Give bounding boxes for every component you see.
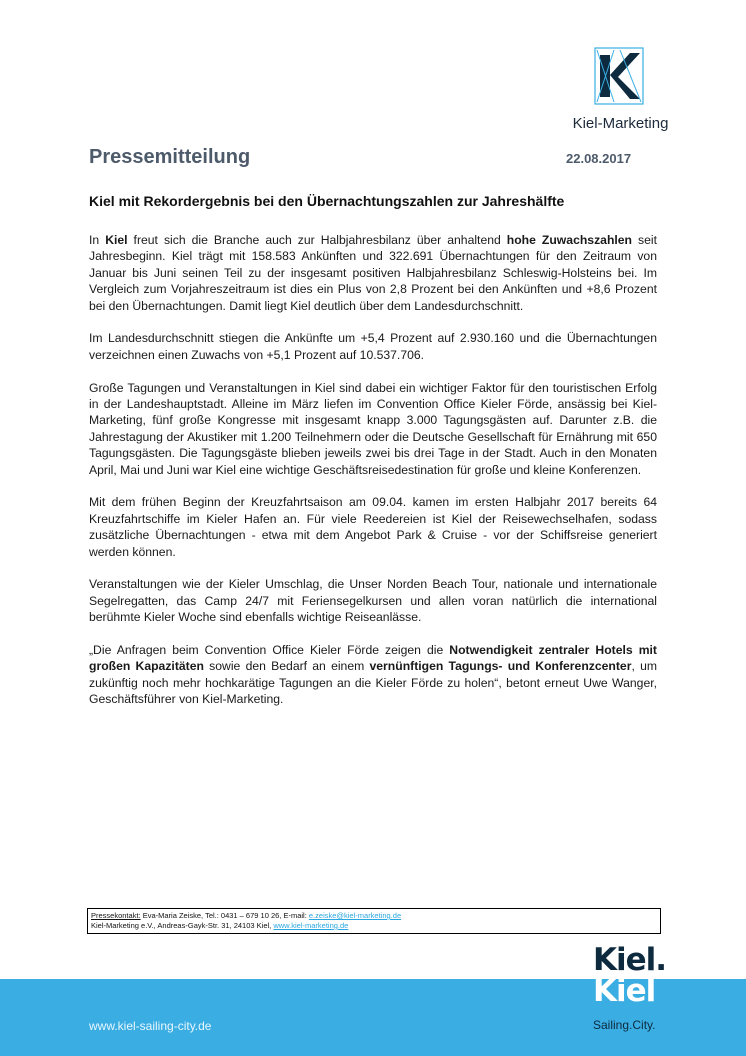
kiel-logo-word: Kiel. — [593, 942, 667, 978]
paragraph-2: Im Landesdurchschnitt stiegen die Ankünfte um +5,4 Prozent auf 2.930.160 und die Übernachtungen verzeichnen einen Zuwachs von +5,1 Prozent auf 10.537.706. — [89, 331, 657, 362]
kiel-sailing-city-logo — [593, 942, 675, 1009]
paragraph-6: „Die Anfragen beim Convention Office Kieler Förde zeigen die Notwendigkeit zentraler Hotels mit großen Kapazitäten sowie den Bedarf an einem vernünftigen Tagungs- und Konferenzcenter, um zukünftig noch mehr hochkarätige Tagungen an die Kieler Förde zu holen“, betont erneut Uwe Wanger, Geschäftsführer von Kiel-Marketing. — [89, 643, 658, 707]
logo-caption: Kiel-Marketing — [572, 115, 669, 132]
article-headline: Kiel mit Rekordergebnis bei den Übernachtungszahlen zur Jahreshälfte — [89, 193, 565, 209]
page-title: Pressemitteilung — [89, 146, 251, 168]
paragraph-3: Große Tagungen und Veranstaltungen in Kiel sind dabei ein wichtiger Faktor für den touristischen Erfolg in der Landeshauptstadt. Alleine im März liefen im Convention Office Kieler Förde, ansässig bei Kiel-Marketing, fünf große Kongresse mit insgesamt knapp 3.000 Tagungsgästen auf. Darunter z.B. die Jahrestagung der Akustiker mit 1.200 Teilnehmern oder die Deutsche Gesellschaft für Ernährung mit 650 Tagungsgästen. Die Tagungsgäste blieben jeweils zwei bis drei Tage in der Stadt. Auch in den Monaten April, Mai und Juni war Kiel eine wichtige Geschäftsreisedestination für große und kleine Konferenzen. — [89, 380, 657, 477]
press-contact-box — [87, 908, 661, 934]
contact-label: Pressekontakt: — [91, 911, 141, 920]
website-link[interactable]: www.kiel-marketing.de — [273, 921, 349, 930]
contact-line-1: Pressekontakt: Eva-Maria Zeiske, Tel.: 0431 – 679 10 26, E-mail: e.zeiske@kiel-marketing.de — [91, 911, 402, 920]
footer-slogan: Sailing.City. — [593, 1018, 656, 1032]
contact-line-2: Kiel-Marketing e.V., Andreas-Gayk-Str. 31, 24103 Kiel, www.kiel-marketing.de — [91, 921, 349, 930]
email-link[interactable]: e.zeiske@kiel-marketing.de — [308, 911, 402, 920]
paragraph-1: In Kiel freut sich die Branche auch zur Halbjahresbilanz über anhaltend hohe Zuwachszahlen seit Jahresbeginn. Kiel trägt mit 158.583 Ankünften und 322.691 Übernachtungen für den Zeitraum von Januar bis Juni seinen Teil zu der insgesamt positiven Halbjahresbilanz Schleswig-Holsteins bei. Im Vergleich zum Vorjahreszeitraum ist dies ein Plus von 2,8 Prozent bei den Ankünften und +8,6 Prozent bei den Übernachtungen. Damit liegt Kiel deutlich über dem Landesdurchschnitt. — [89, 233, 657, 313]
footer-url[interactable]: www.kiel-sailing-city.de — [89, 1019, 212, 1033]
release-date: 22.08.2017 — [566, 151, 632, 166]
paragraph-4: Mit dem frühen Beginn der Kreuzfahrtsaison am 09.04. kamen im ersten Halbjahr 2017 bereits 64 Kreuzfahrtschiffe im Kieler Hafen an. Für viele Reedereien ist Kiel der Reisewechselhafen, sodass zusätzliche Übernachtungen - etwa mit dem Angebot Park & Cruise - vor der Schiffsreise generiert werden können. — [89, 495, 657, 559]
kiel-logo-mirror-word: Kiel — [593, 973, 656, 1009]
article-body — [89, 232, 657, 724]
kiel-marketing-logo-icon — [594, 47, 644, 105]
paragraph-5: Veranstaltungen wie der Kieler Umschlag, die Unser Norden Beach Tour, nationale und internationale Segelregatten, das Camp 24/7 mit Feriensegelkursen und allen voran natürlich die international berühmte Kieler Woche sind ebenfalls wichtige Reiseanlässe. — [89, 577, 657, 625]
